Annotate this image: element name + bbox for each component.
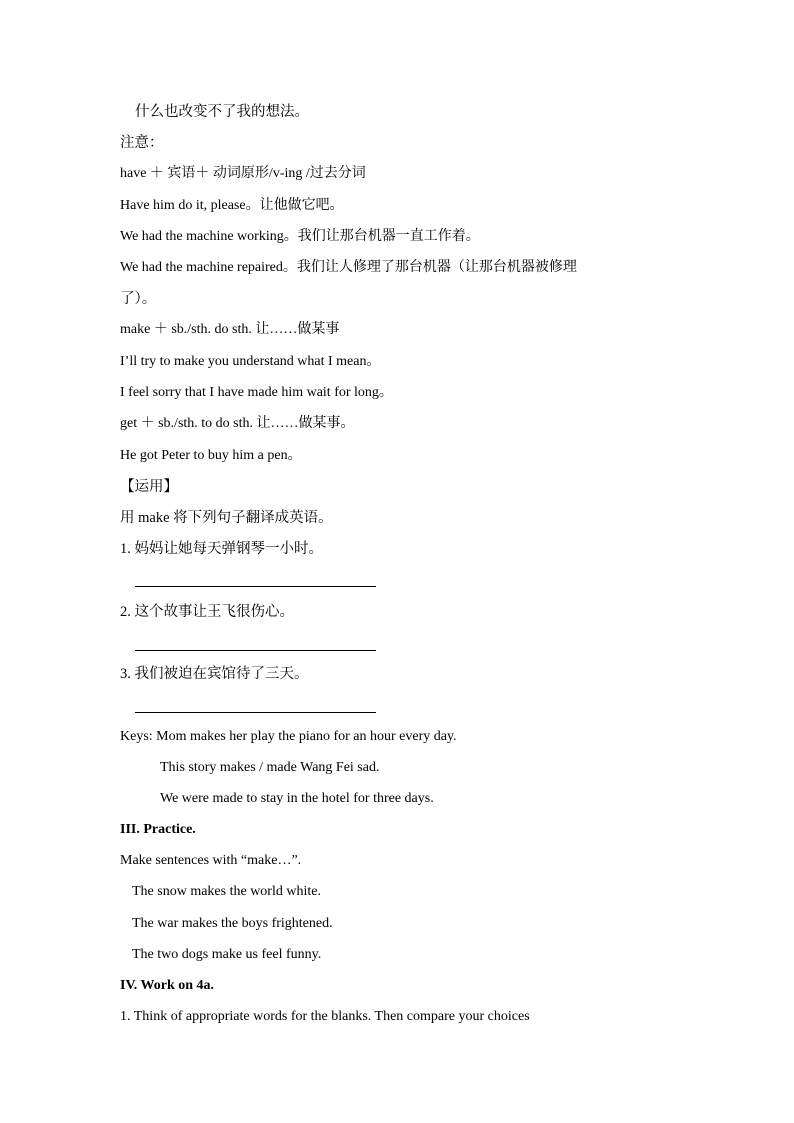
practice-sentence: The snow makes the world white. [132,884,321,899]
exercise-item: 3. 我们被迫在宾馆待了三天。 [120,666,309,682]
practice-sentence: The two dogs make us feel funny. [132,947,322,962]
grammar-pattern-get: get ＋ sb./sth. to do sth. 让……做某事。 [120,416,355,431]
answer-key: We were made to stay in the hotel for three days. [160,791,434,806]
note-heading: 注意： [120,135,164,151]
answer-key: This story makes / made Wang Fei sad. [160,760,380,775]
answer-blank-line [135,650,376,651]
answer-blank-line [135,712,376,713]
section-heading-work: IV. Work on 4a. [120,978,215,993]
answer-blank-line [135,586,376,587]
exercise-instruction: 用 make 将下列句子翻译成英语。 [120,510,333,526]
exercise-item: 1. 妈妈让她每天弹钢琴一小时。 [120,541,323,557]
example-sentence-continuation: 了）。 [120,291,157,307]
exercise-item: 2. 这个故事让王飞很伤心。 [120,604,294,620]
text-line: 什么也改变不了我的想法。 [135,104,309,120]
example-sentence: He got Peter to buy him a pen。 [120,448,302,463]
practice-instruction: Make sentences with “make…”. [120,853,302,868]
grammar-pattern-have: have ＋ 宾语＋ 动词原形/v-ing /过去分词 [120,166,366,181]
answer-key: Keys: Mom makes her play the piano for an hour every day. [120,729,457,744]
example-sentence: Have him do it, please。让他做它吧。 [120,198,344,213]
section-heading-practice: III. Practice. [120,822,196,837]
section-heading-application: 【运用】 [120,479,178,495]
practice-sentence: The war makes the boys frightened. [132,916,333,931]
example-sentence: I’ll try to make you understand what I mean。 [120,354,381,369]
task-instruction: 1. Think of appropriate words for the blanks. Then compare your choices [120,1009,530,1024]
grammar-pattern-make: make ＋ sb./sth. do sth. 让……做某事 [120,322,340,337]
example-sentence: We had the machine working。我们让那台机器一直工作着。 [120,229,480,244]
example-sentence: I feel sorry that I have made him wait for long。 [120,385,393,400]
example-sentence: We had the machine repaired。我们让人修理了那台机器（让那台机器被修理 [120,260,577,275]
